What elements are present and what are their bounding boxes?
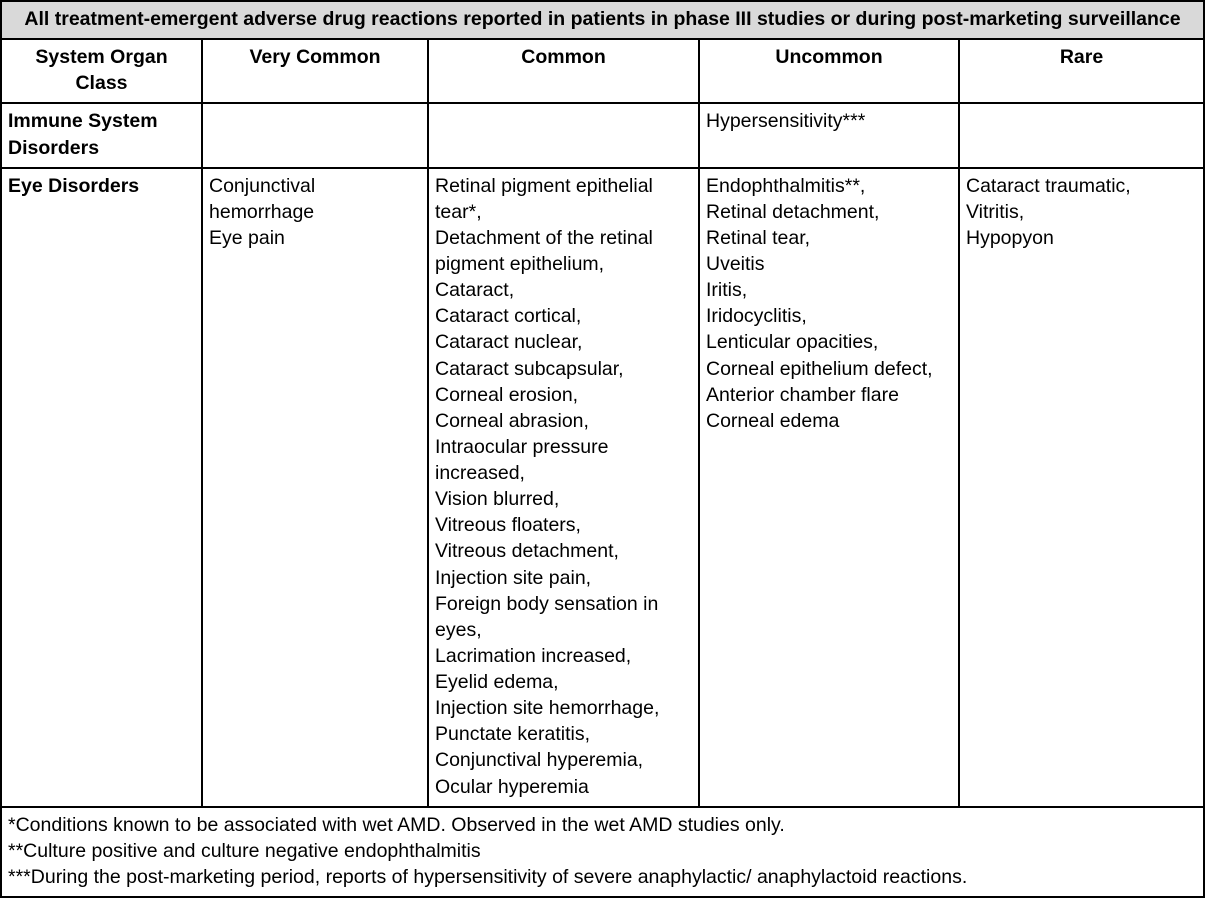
row-system-organ-class: Immune System Disorders: [1, 103, 202, 167]
list-item: Ocular hyperemia: [435, 775, 589, 798]
table-header-row: [1, 39, 1204, 103]
list-item: Vitreous detachment,: [435, 540, 619, 563]
row-common-cell: [428, 168, 699, 807]
list-item: Lenticular opacities,: [706, 331, 879, 354]
list-item: Cataract subcapsular,: [435, 357, 624, 380]
list-item: Conjunctival hyperemia,: [435, 749, 644, 772]
list-item: Detachment of the retinal pigment epithelium,: [435, 226, 653, 275]
column-header-system-organ-class: System Organ Class: [1, 39, 202, 103]
footnote-single-asterisk: *Conditions known to be associated with wet AMD. Observed in the wet AMD studies only.: [8, 813, 785, 836]
list-item: Retinal detachment,: [706, 200, 880, 223]
list-item: Retinal tear,: [706, 226, 811, 249]
list-item: Hypopyon: [966, 226, 1054, 249]
list-item: Corneal abrasion,: [435, 409, 589, 432]
list-item: Conjunctival hemorrhage: [209, 174, 316, 223]
list-item: Cataract cortical,: [435, 305, 582, 328]
row-very-common-cell: [202, 168, 428, 807]
list-item: Foreign body sensation in eyes,: [435, 592, 659, 641]
list-item: Intraocular pressure increased,: [435, 435, 609, 484]
list-item: Vitritis,: [966, 200, 1025, 223]
list-item: Eyelid edema,: [435, 671, 559, 693]
table-footnotes-row: [1, 807, 1204, 897]
row-system-organ-class: Eye Disorders: [1, 168, 202, 807]
footnotes: [1, 807, 1204, 897]
column-header-uncommon: Uncommon: [699, 39, 959, 103]
list-item: Cataract nuclear,: [435, 331, 583, 354]
footnote-double-asterisk: **Culture positive and culture negative endophthalmitis: [8, 839, 481, 862]
row-rare-cell: [959, 103, 1204, 167]
list-item: Corneal erosion,: [435, 383, 579, 406]
table-row: [1, 103, 1204, 167]
list-item: Cataract,: [435, 279, 515, 302]
table-row: [1, 168, 1204, 807]
footnote-triple-asterisk: ***During the post-marketing period, reports of hypersensitivity of severe anaphylactic/ anaphylactoid reactions.: [8, 865, 968, 888]
term-list-uncommon: [706, 108, 952, 134]
column-header-rare: Rare: [959, 39, 1204, 103]
list-item: Vitreous floaters,: [435, 514, 581, 537]
column-header-very-common: Very Common: [202, 39, 428, 103]
list-item: Eye pain: [209, 226, 285, 249]
list-item: Endophthalmitis**,: [706, 174, 866, 197]
term-list-rare: [966, 173, 1197, 251]
list-item: Iridocyclitis,: [706, 305, 807, 328]
row-uncommon-cell: [699, 103, 959, 167]
row-rare-cell: [959, 168, 1204, 807]
list-item: Corneal edema: [706, 409, 840, 432]
term-list-uncommon: [706, 173, 952, 434]
row-uncommon-cell: [699, 168, 959, 807]
list-item: Uveitis: [706, 253, 765, 275]
list-item: Cataract traumatic,: [966, 174, 1131, 197]
list-item: Corneal epithelium defect,: [706, 357, 933, 380]
table-title-row: [1, 1, 1204, 39]
term-list-very-common: [209, 173, 421, 251]
list-item: Lacrimation increased,: [435, 644, 632, 667]
term-list-common: [435, 173, 692, 800]
list-item: Anterior chamber flare: [706, 383, 899, 406]
list-item: Iritis,: [706, 279, 748, 302]
list-item: Punctate keratitis,: [435, 723, 590, 746]
list-item: Hypersensitivity***: [706, 110, 866, 133]
column-header-common: Common: [428, 39, 699, 103]
list-item: Retinal pigment epithelial tear*,: [435, 174, 653, 223]
row-very-common-cell: [202, 103, 428, 167]
row-common-cell: [428, 103, 699, 167]
list-item: Vision blurred,: [435, 488, 560, 511]
list-item: Injection site hemorrhage,: [435, 697, 660, 720]
list-item: Injection site pain,: [435, 566, 592, 589]
table-title: All treatment-emergent adverse drug reactions reported in patients in phase III studies or during post-marketing surveillance: [1, 1, 1204, 39]
